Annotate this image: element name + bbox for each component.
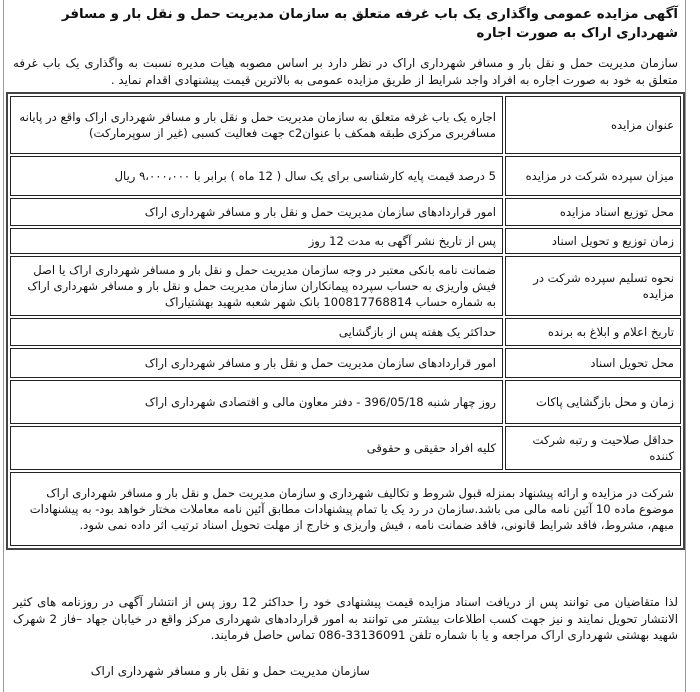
table-row: [10, 228, 681, 254]
row-label: حداقل صلاحیت و رتبه شرکت کننده: [505, 426, 681, 470]
row-value: حداکثر یک هفته پس از بازگشایی: [10, 318, 503, 346]
row-value: کلیه افراد حقیقی و حقوقی: [10, 426, 503, 470]
table-row: [10, 380, 681, 424]
row-value: پس از تاریخ نشر آگهی به مدت 12 روز: [10, 228, 503, 254]
row-value: اجاره یک باب غرفه متعلق به سازمان مدیریت حمل و نقل بار و مسافر شهرداری اراک واقع در پایانه مسافربری مرکزی طبقه همکف با عنوانc2 جهت فعالیت کسبی (غیر از سوپرمارکت): [10, 96, 503, 154]
row-value: روز چهار شنبه 396/05/18 - دفتر معاون مالی و اقتصادی شهرداری اراک: [10, 380, 503, 424]
row-label: زمان توزیع و تحویل اسناد: [505, 228, 681, 254]
row-label: نحوه تسلیم سپرده شرکت در مزایده: [505, 256, 681, 316]
table-row: [10, 96, 681, 154]
table-row: [10, 472, 681, 546]
row-label: محل تحویل اسناد: [505, 348, 681, 378]
row-value: ضمانت نامه بانکی معتبر در وجه سازمان مدیریت حمل و نقل بار و مسافر شهرداری اراک یا اصل فیش واریزی به حساب سپرده پیمانکاران سازمان مدیریت حمل و نقل بار و مسافر شهرداری اراک به شماره حساب 100817768814 بانک شهر شعبه شهید بهشتیاراک: [10, 256, 503, 316]
table-row: [10, 256, 681, 316]
row-label: زمان و محل بازگشایی پاکات: [505, 380, 681, 424]
table-row: [10, 156, 681, 196]
table-row: [10, 318, 681, 346]
row-value: امور قراردادهای سازمان مدیریت حمل و نقل بار و مسافر شهرداری اراک: [10, 348, 503, 378]
notice-title: آگهی مزایده عمومی واگذاری یک باب غرفه متعلق به سازمان مدیریت حمل و نقل بار و مسافر شهرداری اراک به صورت اجاره: [61, 7, 678, 41]
tender-details-table: [6, 92, 685, 550]
signature: سازمان مدیریت حمل و نقل بار و مسافر شهرداری اراک: [90, 664, 370, 678]
terms-note: شرکت در مزایده و ارائه پیشنهاد بمنزله قبول شروط و تکالیف شهرداری و سازمان مدیریت حمل و نقل بار و مسافر شهرداری اراک موضوع ماده 10 آئین نامه مالی می باشد.سازمان در رد یک یا تمام پیشنهادات مطابق آئین نامه معاملات مختار خواهد بود- به پیشنهادات مبهم، مشروط، فاقد شرایط قانونی، فاقد ضمانت نامه ، فیش واریزی و خارج از مهلت تحویل اسناد ترتیب اثر داده نمی شود.: [10, 472, 681, 546]
notice-intro: سازمان مدیریت حمل و نقل بار و مسافر شهرداری اراک در نظر دارد بر اساس مصوبه هیات مدیره نسبت به واگذاری یک باب غرفه متعلق به خود به صورت اجاره به افراد واجد شرایط از طریق مزایده عمومی به بالاترین قیمت پیشنهادی اقدام نماید .: [13, 56, 678, 87]
notice-outro: لذا متقاضیان می توانند پس از دریافت اسناد مزایده قیمت پیشنهادی خود را حداکثر 12 روز پس از انتشار آگهی در روزنامه های کثیر الانتشار تحویل نمایند و نیز جهت کسب اطلاعات بیشتر می توانند به امور قراردادهای شهرداری مرکز واقع در خیابان جهاد –فاز 2 شهرک شهید بهشتی شهرداری اراک مراجعه و یا با شماره تلفن 33136091-086 تماس حاصل فرمایند.: [13, 595, 678, 642]
row-label: محل توزیع اسناد مزایده: [505, 198, 681, 226]
row-value: امور قراردادهای سازمان مدیریت حمل و نقل بار و مسافر شهرداری اراک: [10, 198, 503, 226]
row-value: 5 درصد قیمت پایه کارشناسی برای یک سال ( 12 ماه ) برابر با ۹،۰۰۰،۰۰۰ ریال: [10, 156, 503, 196]
table-row: [10, 348, 681, 378]
row-label: عنوان مزایده: [505, 96, 681, 154]
table-row: [10, 426, 681, 470]
table-row: [10, 198, 681, 226]
row-label: میزان سپرده شرکت در مزایده: [505, 156, 681, 196]
row-label: تاریخ اعلام و ابلاغ به برنده: [505, 318, 681, 346]
